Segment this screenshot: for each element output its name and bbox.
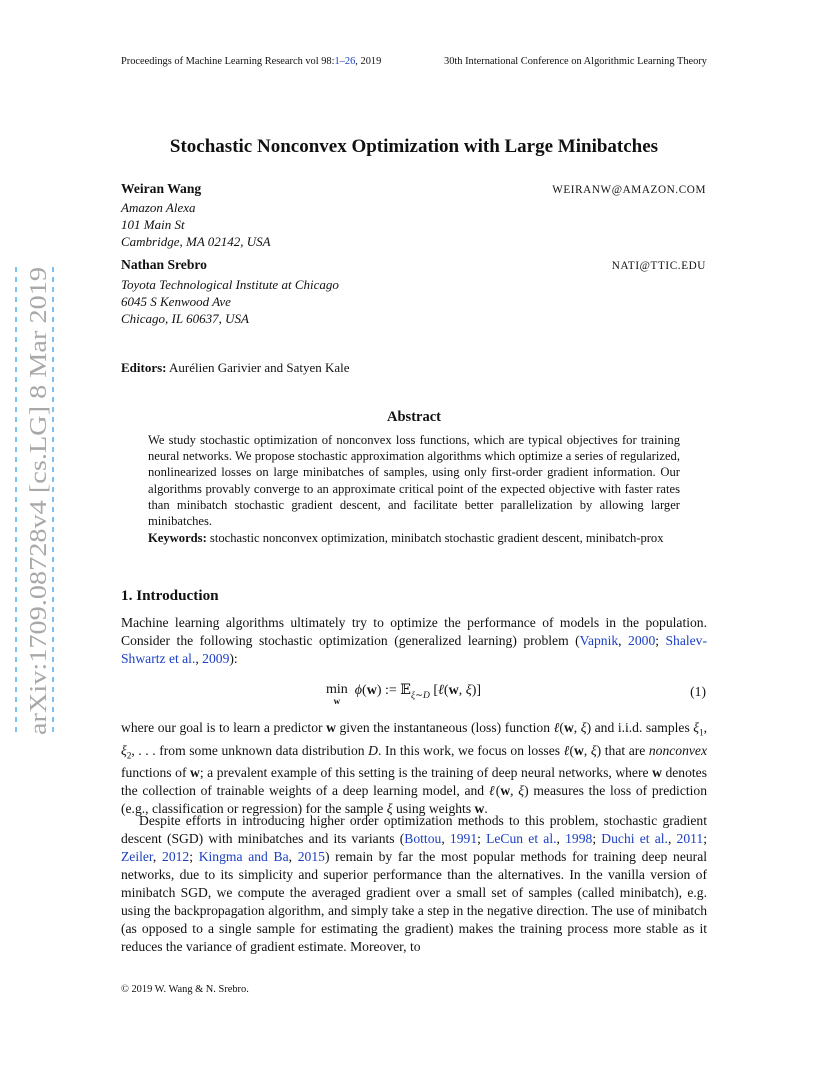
citation-link[interactable]: Kingma and Ba: [198, 849, 289, 864]
running-header-left: [121, 56, 381, 67]
arxiv-margin-stamp: [10, 263, 62, 738]
affiliation-line: Toyota Technological Institute at Chicago: [121, 277, 339, 292]
citation-year-link[interactable]: 2000: [628, 633, 656, 648]
paper-title: Stochastic Nonconvex Optimization with Large Minibatches: [169, 136, 659, 157]
citation-year-link[interactable]: 2009: [202, 651, 230, 666]
author-name-2: Nathan Srebro: [121, 257, 207, 272]
abstract-text: We study stochastic optimization of nonconvex loss functions, which are typical objectives for training neural networks. We propose stochastic approximation algorithms which optimize a series of regularized, nonlinearized losses on large minibatches of samples, using only first-order gradient information. Our algorithms provably converge to an approximate critical point of the expected objective with faster rates than minibatch stochastic gradient descent, and facilitate better parallelization by allowing larger minibatches.: [148, 433, 680, 529]
pages-link[interactable]: 1–26: [334, 56, 356, 67]
citation-link[interactable]: LeCun et al.: [486, 831, 557, 846]
arxiv-stamp-svg: [10, 263, 62, 738]
intro-paragraph-3: Despite efforts in introducing higher order optimization methods to this problem, stochastic gradient descent (SGD) with minibatches and its variants (Bottou, 1991; LeCun et al., 1998; Duchi et al., 2011; Zeiler, 2012; Kingma and Ba, 2015) remain by far the most popular methods for training deep neural networks, due to its simplicity and superior performance than the alternatives. In the vanilla version of minibatch SGD, we compute the averaged gradient over a small set of samples (called minibatch), e.g. using the backpropagation algorithm, and simply take a step in the negative direction. The use of minibatch (as opposed to a single sample for estimating the gradient) makes the training process more stable as it reduces the variance of gradient estimate. Moreover, to: [121, 813, 708, 954]
affiliation-line: Chicago, IL 60637, USA: [121, 311, 249, 326]
author-name-1: Weiran Wang: [121, 181, 202, 196]
copyright-footer: © 2019 W. Wang & N. Srebro.: [121, 984, 249, 995]
editors-line: [121, 360, 350, 376]
text-span: Machine learning algorithms ultimately try to optimize the performance of models in the population. Consider the following stochastic optimization (generalized learning) problem (: [121, 615, 707, 648]
keywords-list: stochastic nonconvex optimization, minibatch stochastic gradient descent, minibatch-prox: [209, 531, 664, 546]
citation-link[interactable]: Duchi et al.: [601, 831, 668, 846]
author-affiliation-1: [121, 199, 271, 250]
citation-year-link[interactable]: 1998: [565, 831, 593, 846]
affiliation-line: Cambridge, MA 02142, USA: [121, 234, 271, 249]
affiliation-line: Amazon Alexa: [121, 200, 196, 215]
author-email-2[interactable]: NATI@TTIC.EDU: [611, 260, 706, 272]
citation-year-link[interactable]: 2012: [162, 849, 190, 864]
equation-number: (1): [690, 684, 706, 699]
editors-label: Editors:: [121, 360, 167, 375]
abstract-heading: Abstract: [387, 409, 441, 425]
citation-year-link[interactable]: 1991: [449, 831, 478, 846]
section-heading-introduction: 1. Introduction: [121, 587, 219, 604]
citation-year-link[interactable]: 2015: [297, 849, 325, 864]
editors-names: Aurélien Garivier and Satyen Kale: [169, 360, 350, 375]
intro-paragraph-1: Machine learning algorithms ultimately try to optimize the performance of models in the population. Consider the following stochastic optimization (generalized learning) problem (Vapnik, 2000; Shalev-Shwartz et al., 2009):: [121, 615, 708, 666]
year-label: , 2019: [355, 56, 382, 67]
text-span: ):: [229, 651, 238, 666]
keywords-label: Keywords:: [148, 531, 207, 546]
keywords-paragraph: [148, 530, 680, 546]
intro-paragraph-2: where our goal is to learn a predictor w given the instantaneous (loss) function ℓ(w, ξ) and i.i.d. samples $\xi_1$, $\xi_2$, . . . from some unknown data distribution D. In this work, we focus on losses ℓ(w, ξ) that are nonconvex functions of w; a prevalent example of this setting is the training of deep neural networks, where w denotes the collection of trainable weights of a deep learning model, and ℓ(w, ξ) measures the loss of prediction (e.g., classification or regression) for the sample ξ using weights w.: [121, 720, 708, 817]
citation-link[interactable]: Bottou: [404, 831, 442, 846]
author-affiliation-2: [121, 276, 339, 327]
abstract-body: [148, 432, 680, 546]
citation-link[interactable]: Shalev-Shwartz et al.: [121, 633, 708, 666]
proceedings-label: Proceedings of Machine Learning Research vol 98:: [121, 56, 335, 67]
affiliation-line: 101 Main St: [121, 217, 185, 232]
citation-year-link[interactable]: 2011: [676, 831, 704, 846]
author-email-1[interactable]: WEIRANW@AMAZON.COM: [552, 184, 706, 196]
arxiv-identifier: arXiv:1709.08728v4 [cs.LG] 8 Mar 2019: [25, 329, 52, 735]
running-header-right: 30th International Conference on Algorithmic Learning Theory: [444, 56, 707, 67]
citation-link[interactable]: Zeiler: [121, 849, 153, 864]
equation-1: min $^w$ ϕ(w) := 𝔼$_{\xi\sim D}$ [ℓ(w, ξ)]: [326, 682, 481, 714]
affiliation-line: 6045 S Kenwood Ave: [121, 294, 231, 309]
citation-link[interactable]: Vapnik: [579, 633, 619, 648]
min-operator: min $^w$: [326, 682, 348, 706]
